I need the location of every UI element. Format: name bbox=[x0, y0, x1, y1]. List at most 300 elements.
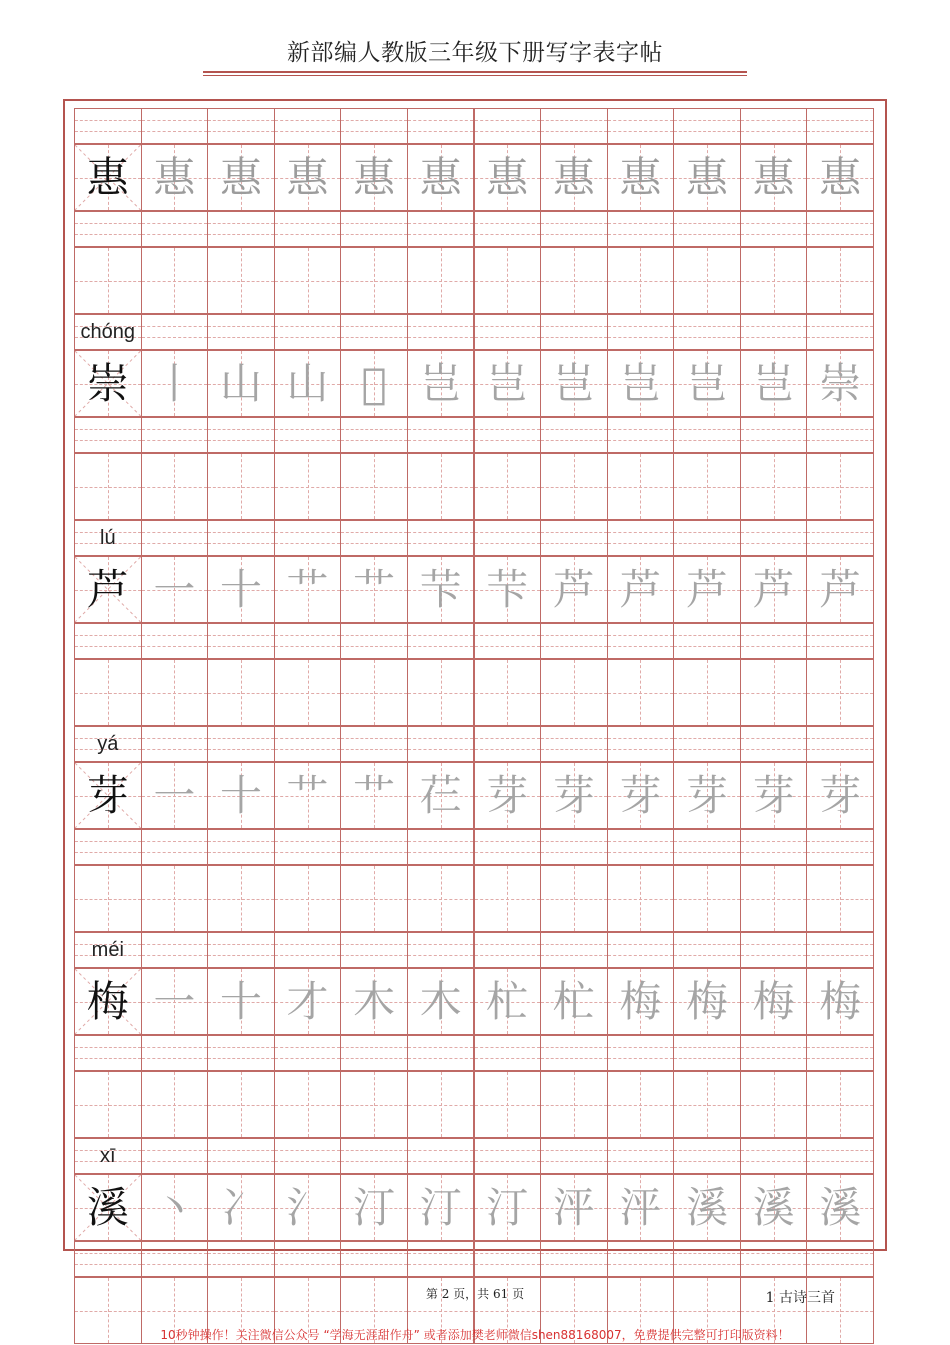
stroke-step-character: 杧 bbox=[486, 976, 529, 1026]
pinyin-cell bbox=[141, 211, 209, 247]
pinyin-guide-line bbox=[807, 543, 873, 544]
pinyin-cell bbox=[806, 314, 874, 350]
pinyin-guide-line bbox=[341, 223, 407, 224]
stroke-step-character: 十 bbox=[219, 976, 262, 1026]
grid-guide-horizontal bbox=[741, 487, 807, 488]
pinyin-cell bbox=[74, 417, 142, 453]
pinyin-guide-line bbox=[208, 120, 274, 121]
pinyin-guide-line bbox=[475, 337, 541, 338]
grid-guide-horizontal bbox=[541, 693, 607, 694]
pinyin-cell bbox=[141, 108, 209, 144]
tian-grid-cell bbox=[74, 1174, 142, 1241]
pinyin-guide-line bbox=[807, 1150, 873, 1151]
pinyin-guide-line bbox=[741, 1264, 807, 1265]
pinyin-guide-line bbox=[275, 1253, 341, 1254]
tian-grid-cell bbox=[673, 247, 741, 314]
pinyin-guide-line bbox=[807, 841, 873, 842]
pinyin-cell bbox=[806, 417, 874, 453]
model-character: 惠 bbox=[86, 152, 129, 202]
pinyin-guide-line bbox=[741, 646, 807, 647]
pinyin-guide-line bbox=[341, 120, 407, 121]
pinyin-cell bbox=[474, 829, 542, 865]
tian-grid-cell bbox=[540, 144, 608, 211]
stroke-step-character: 氵 bbox=[286, 1182, 329, 1232]
blank-practice-row bbox=[74, 453, 873, 520]
pinyin-guide-line bbox=[608, 944, 674, 945]
tian-grid-cell bbox=[407, 865, 475, 932]
pinyin-guide-line bbox=[341, 131, 407, 132]
pinyin-guide-line bbox=[741, 543, 807, 544]
pinyin-cell bbox=[207, 314, 275, 350]
pinyin-cell bbox=[474, 1035, 542, 1071]
tian-grid-cell bbox=[141, 556, 209, 623]
model-character: 梅 bbox=[86, 976, 129, 1026]
grid-guide-horizontal bbox=[807, 1105, 873, 1106]
pinyin-guide-line bbox=[75, 635, 141, 636]
tian-grid-cell bbox=[407, 350, 475, 417]
pinyin-guide-line bbox=[475, 532, 541, 533]
blank-practice-row bbox=[74, 659, 873, 726]
pinyin-cell bbox=[474, 108, 542, 144]
tian-grid-cell bbox=[74, 865, 142, 932]
grid-guide-horizontal bbox=[608, 1311, 674, 1312]
stroke-step-character: 一 bbox=[153, 770, 196, 820]
stroke-step-character: 芦 bbox=[819, 564, 862, 614]
tian-grid-cell bbox=[740, 865, 808, 932]
tian-grid-cell bbox=[407, 144, 475, 211]
tian-grid-cell bbox=[207, 1071, 275, 1138]
tian-grid-cell bbox=[740, 453, 808, 520]
pinyin-guide-line bbox=[275, 120, 341, 121]
tian-grid-cell bbox=[806, 659, 874, 726]
pinyin-guide-line bbox=[807, 646, 873, 647]
tian-grid-cell bbox=[340, 1174, 408, 1241]
practice-grid bbox=[74, 108, 873, 1242]
tian-grid-cell bbox=[474, 968, 542, 1035]
pinyin-guide-line bbox=[807, 1047, 873, 1048]
pinyin-guide-line bbox=[807, 1161, 873, 1162]
tian-grid-cell bbox=[407, 453, 475, 520]
pinyin-cell bbox=[740, 1035, 808, 1071]
pinyin-guide-line bbox=[674, 738, 740, 739]
tian-grid-cell bbox=[607, 144, 675, 211]
pinyin-guide-line bbox=[807, 337, 873, 338]
tian-grid-cell bbox=[540, 659, 608, 726]
blank-pinyin-row bbox=[74, 417, 873, 453]
pinyin-guide-line bbox=[341, 440, 407, 441]
grid-guide-horizontal bbox=[142, 1311, 208, 1312]
pinyin-cell bbox=[740, 211, 808, 247]
pinyin-guide-line bbox=[142, 543, 208, 544]
pinyin-guide-line bbox=[674, 646, 740, 647]
pinyin-guide-line bbox=[408, 1253, 474, 1254]
pinyin-guide-line bbox=[408, 1161, 474, 1162]
pinyin-guide-line bbox=[408, 1058, 474, 1059]
pinyin-guide-line bbox=[142, 440, 208, 441]
pinyin-guide-line bbox=[541, 841, 607, 842]
stroke-step-character: 芦 bbox=[686, 564, 729, 614]
stroke-step-character: 艹 bbox=[286, 770, 329, 820]
grid-guide-horizontal bbox=[341, 1311, 407, 1312]
grid-guide-horizontal bbox=[408, 487, 474, 488]
pinyin-guide-line bbox=[208, 223, 274, 224]
tian-grid-cell bbox=[474, 865, 542, 932]
tian-grid-cell bbox=[474, 556, 542, 623]
tian-grid-cell bbox=[673, 350, 741, 417]
tian-grid-cell bbox=[274, 1071, 342, 1138]
pinyin-cell bbox=[207, 829, 275, 865]
pinyin-guide-line bbox=[608, 440, 674, 441]
pinyin-guide-line bbox=[608, 1161, 674, 1162]
grid-guide-horizontal bbox=[408, 1311, 474, 1312]
tian-grid-cell bbox=[740, 968, 808, 1035]
tian-grid-cell bbox=[806, 968, 874, 1035]
stroke-step-character: 芽 bbox=[486, 770, 529, 820]
pinyin-cell bbox=[340, 211, 408, 247]
tian-grid-cell bbox=[141, 1174, 209, 1241]
pinyin-cell bbox=[274, 1241, 342, 1277]
tian-grid-cell bbox=[74, 1071, 142, 1138]
pinyin-guide-line bbox=[208, 1058, 274, 1059]
pinyin-guide-line bbox=[208, 532, 274, 533]
pinyin-cell bbox=[74, 211, 142, 247]
pinyin-guide-line bbox=[142, 1161, 208, 1162]
tian-grid-cell bbox=[540, 556, 608, 623]
blank-pinyin-row bbox=[74, 1241, 873, 1277]
character-row bbox=[74, 1174, 873, 1241]
pinyin-guide-line bbox=[208, 1161, 274, 1162]
pinyin-guide-line bbox=[142, 131, 208, 132]
pinyin-guide-line bbox=[142, 749, 208, 750]
pinyin-cell bbox=[407, 1035, 475, 1071]
pinyin-guide-line bbox=[807, 440, 873, 441]
pinyin-cell bbox=[340, 829, 408, 865]
pinyin-guide-line bbox=[541, 223, 607, 224]
stroke-step-character: 一 bbox=[153, 976, 196, 1026]
stroke-step-character: 汀 bbox=[486, 1182, 529, 1232]
tian-grid-cell bbox=[540, 453, 608, 520]
pinyin-guide-line bbox=[208, 738, 274, 739]
pinyin-guide-line bbox=[741, 955, 807, 956]
pinyin-guide-line bbox=[142, 852, 208, 853]
pinyin-guide-line bbox=[408, 1150, 474, 1151]
grid-guide-horizontal bbox=[741, 281, 807, 282]
pinyin-guide-line bbox=[408, 120, 474, 121]
pinyin-guide-line bbox=[341, 944, 407, 945]
pinyin-cell bbox=[407, 211, 475, 247]
pinyin-guide-line bbox=[541, 337, 607, 338]
tian-grid-cell bbox=[340, 247, 408, 314]
pinyin-guide-line bbox=[608, 1058, 674, 1059]
tian-grid-cell bbox=[474, 659, 542, 726]
pinyin-cell bbox=[274, 1138, 342, 1174]
pinyin-guide-line bbox=[275, 1150, 341, 1151]
pinyin-guide-line bbox=[275, 440, 341, 441]
pinyin-guide-line bbox=[341, 1047, 407, 1048]
pinyin-guide-line bbox=[408, 429, 474, 430]
model-character: 崇 bbox=[86, 358, 129, 408]
pinyin-guide-line bbox=[341, 337, 407, 338]
pinyin-cell bbox=[740, 932, 808, 968]
tian-grid-cell bbox=[740, 144, 808, 211]
tian-grid-cell bbox=[806, 1071, 874, 1138]
stroke-step-character: 芐 bbox=[486, 564, 529, 614]
pinyin-cell bbox=[141, 1241, 209, 1277]
pinyin-cell bbox=[340, 417, 408, 453]
tian-grid-cell bbox=[806, 762, 874, 829]
pinyin-guide-line bbox=[807, 738, 873, 739]
pinyin-guide-line bbox=[541, 131, 607, 132]
pinyin-guide-line bbox=[408, 337, 474, 338]
character-row bbox=[74, 556, 873, 623]
character-row bbox=[74, 968, 873, 1035]
pinyin-guide-line bbox=[608, 543, 674, 544]
grid-guide-horizontal bbox=[608, 693, 674, 694]
stroke-step-character: 梅 bbox=[686, 976, 729, 1026]
tian-grid-cell bbox=[806, 350, 874, 417]
tian-grid-cell bbox=[274, 659, 342, 726]
pinyin-cell bbox=[141, 520, 209, 556]
pinyin-guide-line bbox=[475, 955, 541, 956]
pinyin-guide-line bbox=[208, 131, 274, 132]
pinyin-cell bbox=[740, 417, 808, 453]
tian-grid-cell bbox=[673, 144, 741, 211]
pinyin-cell bbox=[540, 314, 608, 350]
pinyin-cell bbox=[806, 1035, 874, 1071]
pinyin-guide-line bbox=[608, 131, 674, 132]
pinyin-guide-line bbox=[208, 234, 274, 235]
pinyin-guide-line bbox=[541, 120, 607, 121]
pinyin-guide-line bbox=[408, 440, 474, 441]
pinyin-guide-line bbox=[142, 429, 208, 430]
stroke-step-character: 杧 bbox=[552, 976, 595, 1026]
pinyin-label: méi bbox=[91, 939, 124, 961]
tian-grid-cell bbox=[141, 968, 209, 1035]
pinyin-guide-line bbox=[275, 429, 341, 430]
grid-guide-horizontal bbox=[208, 693, 274, 694]
tian-grid-cell bbox=[673, 453, 741, 520]
pinyin-guide-line bbox=[541, 646, 607, 647]
tian-grid-cell bbox=[407, 1174, 475, 1241]
grid-guide-horizontal bbox=[408, 899, 474, 900]
pinyin-guide-line bbox=[208, 852, 274, 853]
pinyin-guide-line bbox=[75, 1047, 141, 1048]
pinyin-guide-line bbox=[475, 738, 541, 739]
tian-grid-cell bbox=[407, 659, 475, 726]
pinyin-cell bbox=[474, 417, 542, 453]
tian-grid-cell bbox=[141, 350, 209, 417]
pinyin-guide-line bbox=[208, 841, 274, 842]
pinyin-cell bbox=[141, 623, 209, 659]
blank-pinyin-row bbox=[74, 623, 873, 659]
pinyin-guide-line bbox=[142, 635, 208, 636]
pinyin-cell bbox=[207, 520, 275, 556]
tian-grid-cell bbox=[407, 247, 475, 314]
pinyin-cell bbox=[607, 211, 675, 247]
pinyin-guide-line bbox=[408, 955, 474, 956]
grid-guide-horizontal bbox=[142, 281, 208, 282]
pinyin-cell bbox=[740, 1241, 808, 1277]
tian-grid-cell bbox=[340, 762, 408, 829]
pinyin-guide-line bbox=[408, 646, 474, 647]
tian-grid-cell bbox=[74, 968, 142, 1035]
pinyin-row bbox=[74, 314, 873, 350]
pinyin-guide-line bbox=[475, 326, 541, 327]
pinyin-cell bbox=[141, 726, 209, 762]
pinyin-cell bbox=[540, 108, 608, 144]
pinyin-guide-line bbox=[475, 120, 541, 121]
pinyin-cell bbox=[141, 829, 209, 865]
pinyin-cell bbox=[340, 108, 408, 144]
tian-grid-cell bbox=[540, 968, 608, 1035]
pinyin-cell bbox=[740, 314, 808, 350]
grid-guide-horizontal bbox=[807, 1311, 873, 1312]
pinyin-guide-line bbox=[741, 532, 807, 533]
grid-guide-horizontal bbox=[75, 487, 141, 488]
pinyin-cell bbox=[673, 932, 741, 968]
pinyin-cell bbox=[540, 623, 608, 659]
tian-grid-cell bbox=[407, 556, 475, 623]
pinyin-guide-line bbox=[475, 429, 541, 430]
pinyin-guide-line bbox=[674, 120, 740, 121]
tian-grid-cell bbox=[740, 1071, 808, 1138]
pinyin-guide-line bbox=[475, 646, 541, 647]
model-character: 芽 bbox=[86, 770, 129, 820]
stroke-step-character: 丨 bbox=[153, 358, 196, 408]
pinyin-guide-line bbox=[142, 1253, 208, 1254]
pinyin-guide-line bbox=[475, 635, 541, 636]
tian-grid-cell bbox=[474, 144, 542, 211]
pinyin-guide-line bbox=[807, 234, 873, 235]
grid-guide-horizontal bbox=[75, 1105, 141, 1106]
grid-guide-horizontal bbox=[142, 487, 208, 488]
pinyin-cell bbox=[540, 211, 608, 247]
stroke-step-character: 惠 bbox=[552, 152, 595, 202]
grid-guide-horizontal bbox=[341, 281, 407, 282]
tian-grid-cell bbox=[340, 556, 408, 623]
pinyin-guide-line bbox=[741, 234, 807, 235]
pinyin-cell bbox=[407, 1138, 475, 1174]
stroke-step-character: 惠 bbox=[153, 152, 196, 202]
pinyin-cell bbox=[673, 1241, 741, 1277]
pinyin-guide-line bbox=[674, 326, 740, 327]
tian-grid-cell bbox=[474, 762, 542, 829]
grid-guide-horizontal bbox=[275, 487, 341, 488]
model-character: 芦 bbox=[86, 564, 129, 614]
stroke-step-character: 梅 bbox=[752, 976, 795, 1026]
pinyin-cell bbox=[540, 1138, 608, 1174]
pinyin-cell bbox=[74, 829, 142, 865]
pinyin-guide-line bbox=[807, 1058, 873, 1059]
pinyin-guide-line bbox=[275, 532, 341, 533]
pinyin-cell bbox=[607, 932, 675, 968]
grid-guide-horizontal bbox=[674, 693, 740, 694]
grid-guide-horizontal bbox=[475, 1311, 541, 1312]
pinyin-cell bbox=[74, 1138, 142, 1174]
pinyin-guide-line bbox=[475, 852, 541, 853]
pinyin-cell bbox=[806, 829, 874, 865]
pinyin-guide-line bbox=[275, 955, 341, 956]
pinyin-guide-line bbox=[674, 131, 740, 132]
grid-guide-horizontal bbox=[208, 1311, 274, 1312]
pinyin-guide-line bbox=[608, 532, 674, 533]
pinyin-guide-line bbox=[341, 1150, 407, 1151]
tian-grid-cell bbox=[74, 144, 142, 211]
grid-guide-horizontal bbox=[541, 899, 607, 900]
grid-guide-horizontal bbox=[208, 1105, 274, 1106]
pinyin-cell bbox=[141, 932, 209, 968]
grid-guide-horizontal bbox=[142, 1105, 208, 1106]
pinyin-cell bbox=[673, 726, 741, 762]
pinyin-guide-line bbox=[608, 841, 674, 842]
pinyin-guide-line bbox=[807, 749, 873, 750]
pinyin-cell bbox=[407, 623, 475, 659]
pinyin-cell bbox=[607, 520, 675, 556]
stroke-step-character: 惠 bbox=[353, 152, 396, 202]
pinyin-guide-line bbox=[275, 326, 341, 327]
grid-guide-horizontal bbox=[142, 693, 208, 694]
page-number: 第 2 页，共 61 页 bbox=[425, 1287, 525, 1301]
tian-grid-cell bbox=[673, 762, 741, 829]
pinyin-guide-line bbox=[741, 1047, 807, 1048]
pinyin-guide-line bbox=[674, 429, 740, 430]
stroke-step-character: 泙 bbox=[619, 1182, 662, 1232]
pinyin-cell bbox=[407, 726, 475, 762]
lesson-label: 1 古诗三首 bbox=[765, 1290, 835, 1306]
tian-grid-cell bbox=[141, 659, 209, 726]
pinyin-guide-line bbox=[674, 749, 740, 750]
grid-guide-horizontal bbox=[541, 1105, 607, 1106]
pinyin-guide-line bbox=[608, 120, 674, 121]
pinyin-guide-line bbox=[807, 326, 873, 327]
pinyin-guide-line bbox=[475, 234, 541, 235]
pinyin-guide-line bbox=[541, 1161, 607, 1162]
pinyin-guide-line bbox=[807, 532, 873, 533]
pinyin-guide-line bbox=[208, 429, 274, 430]
pinyin-guide-line bbox=[674, 1161, 740, 1162]
tian-grid-cell bbox=[74, 659, 142, 726]
pinyin-guide-line bbox=[541, 234, 607, 235]
pinyin-cell bbox=[407, 520, 475, 556]
pinyin-cell bbox=[207, 211, 275, 247]
pinyin-guide-line bbox=[408, 635, 474, 636]
page-title: 新部编人教版三年级下册写字表字帖 bbox=[287, 40, 663, 66]
pinyin-guide-line bbox=[142, 120, 208, 121]
stroke-step-character: 惠 bbox=[486, 152, 529, 202]
tian-grid-cell bbox=[806, 556, 874, 623]
tian-grid-cell bbox=[806, 865, 874, 932]
pinyin-guide-line bbox=[674, 440, 740, 441]
pinyin-guide-line bbox=[275, 234, 341, 235]
stroke-step-character: 溪 bbox=[752, 1182, 795, 1232]
pinyin-guide-line bbox=[75, 223, 141, 224]
pinyin-cell bbox=[673, 108, 741, 144]
pinyin-cell bbox=[207, 1035, 275, 1071]
grid-guide-horizontal bbox=[807, 281, 873, 282]
stroke-step-character: 艹 bbox=[353, 770, 396, 820]
pinyin-cell bbox=[474, 1138, 542, 1174]
blank-practice-row bbox=[74, 247, 873, 314]
grid-guide-horizontal bbox=[475, 281, 541, 282]
pinyin-guide-line bbox=[475, 944, 541, 945]
pinyin-guide-line bbox=[741, 635, 807, 636]
pinyin-row bbox=[74, 726, 873, 762]
grid-guide-horizontal bbox=[208, 487, 274, 488]
pinyin-cell bbox=[540, 1035, 608, 1071]
pinyin-guide-line bbox=[674, 1058, 740, 1059]
pinyin-guide-line bbox=[608, 955, 674, 956]
stroke-step-character: 芢 bbox=[419, 770, 462, 820]
